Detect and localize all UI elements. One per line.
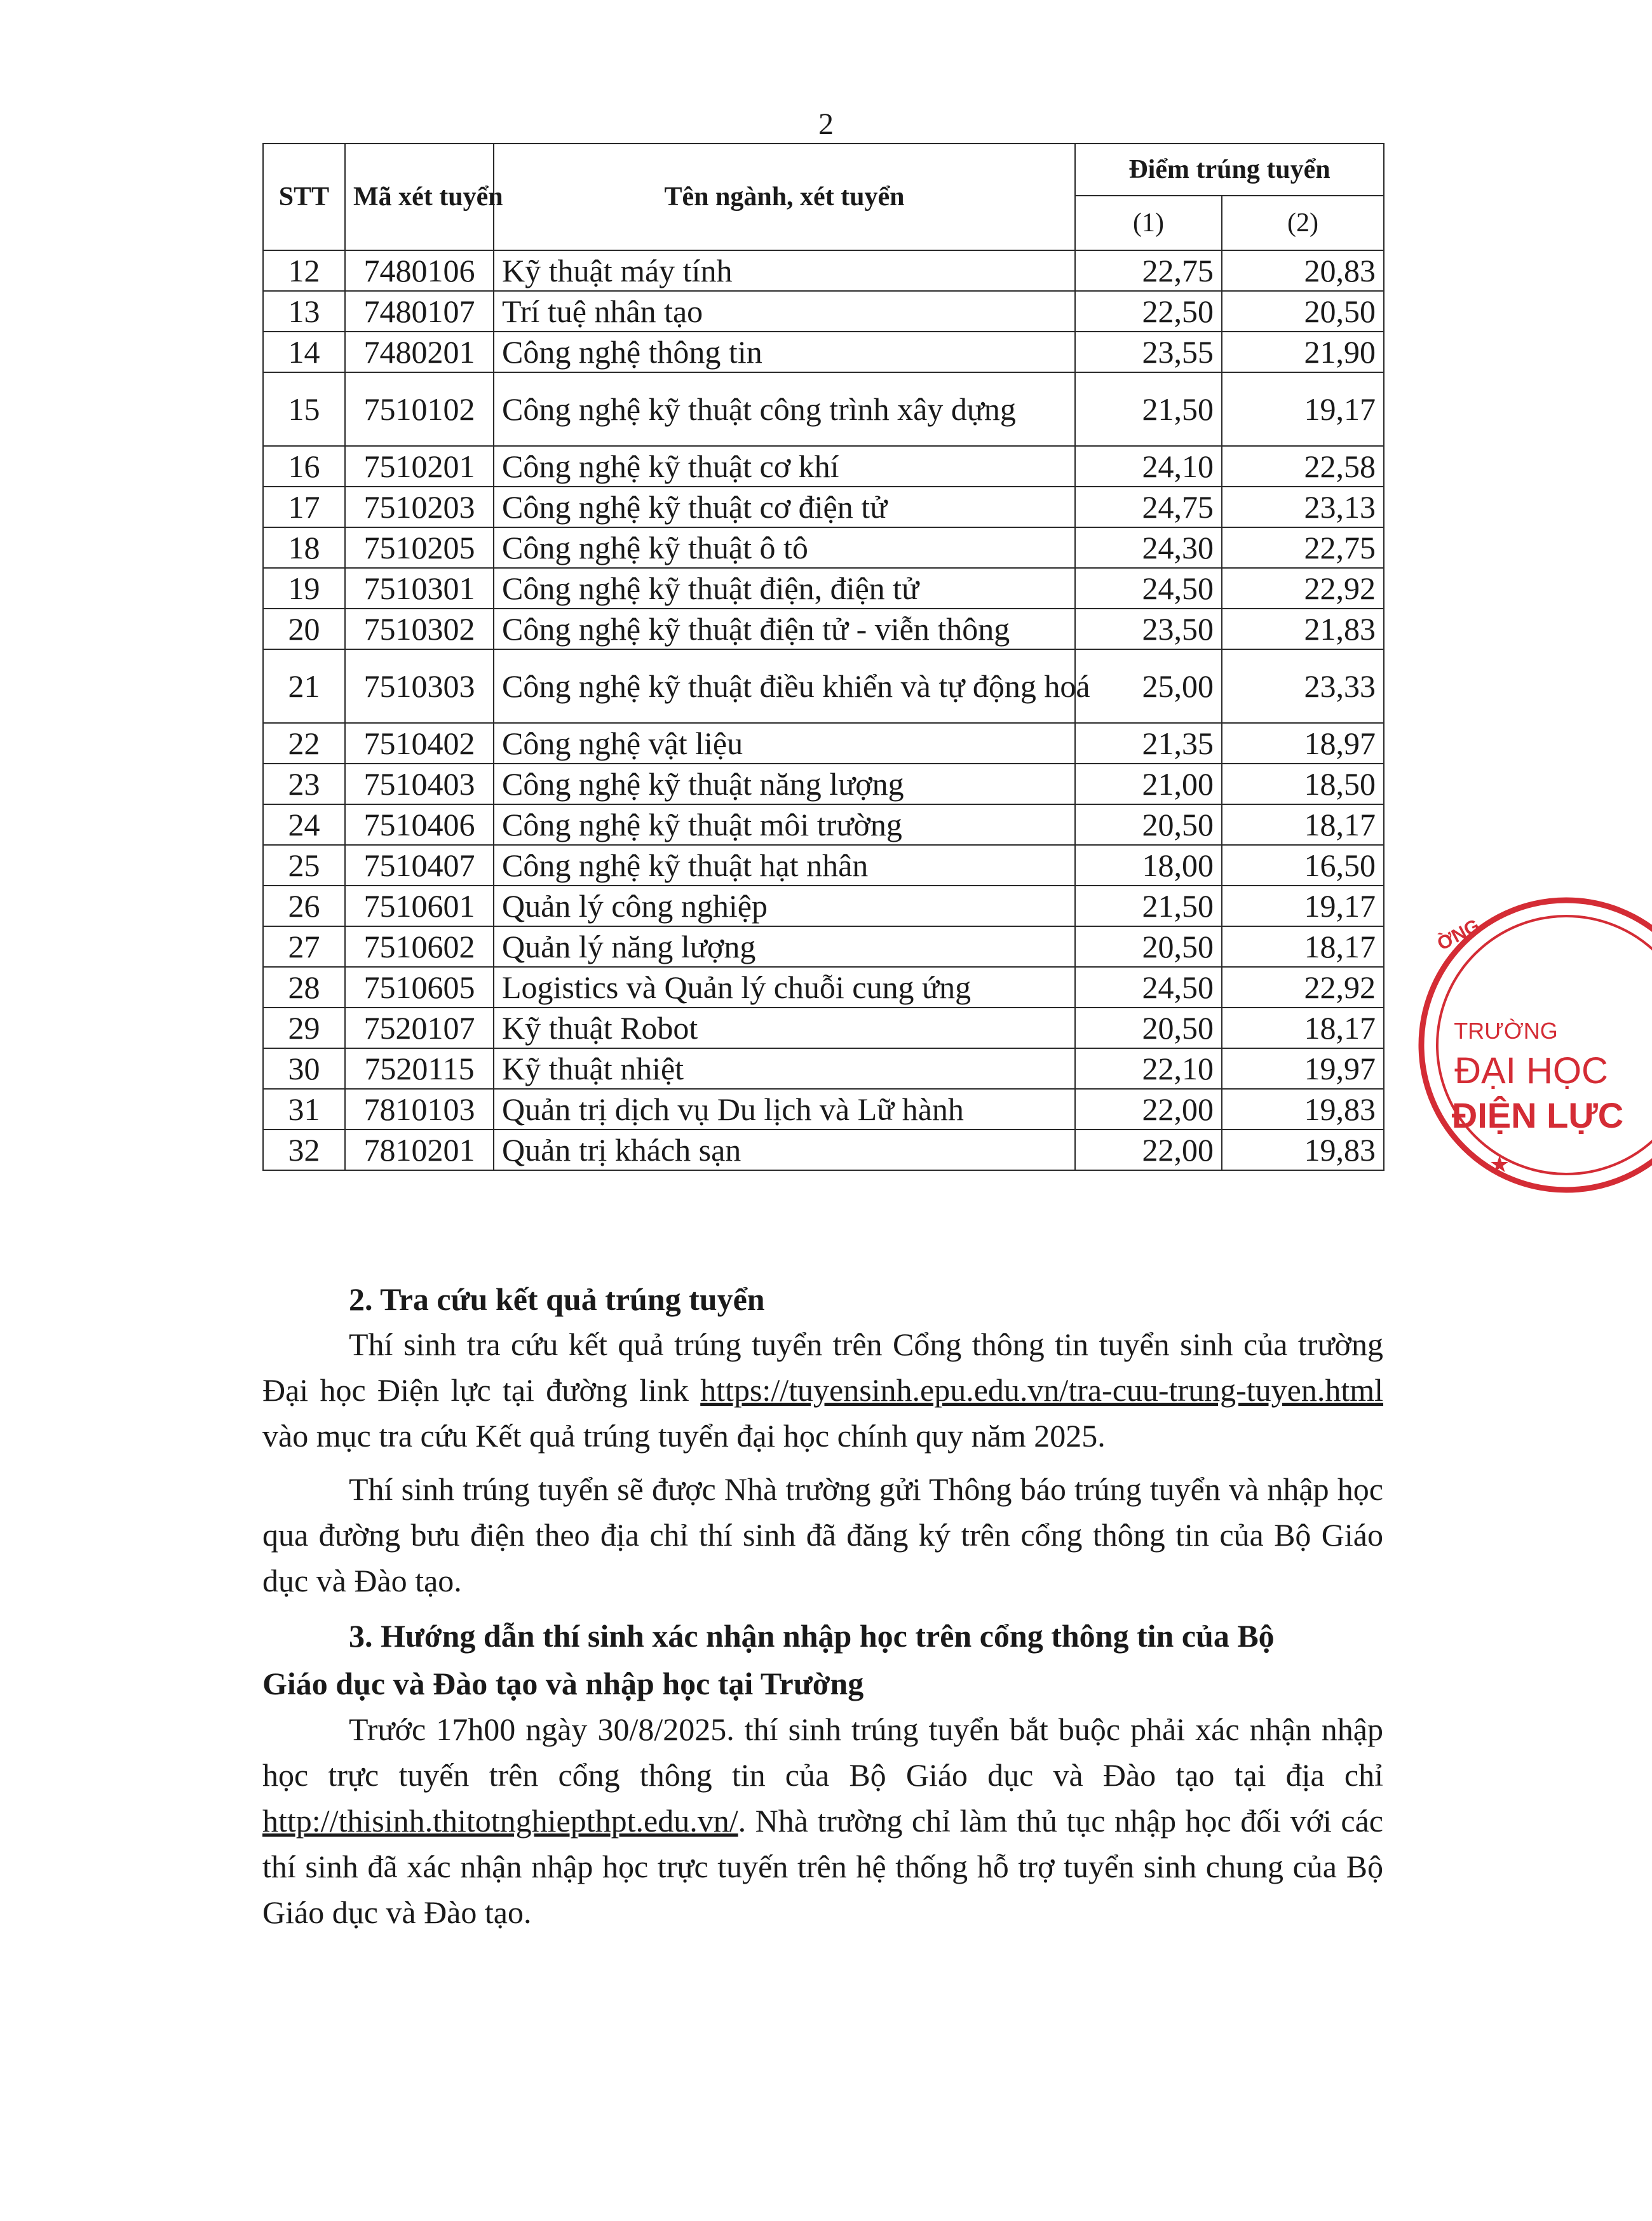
seal-inner-ring (1437, 916, 1652, 1174)
cell-score-1: 21,35 (1075, 723, 1222, 764)
section-2-text-before-link: Thí sinh tra cứu kết quả trúng tuyển trên Cổng thông tin tuyển sinh của trường Đại học Điện lực tại đường link (262, 1327, 1383, 1408)
section-2-paragraph-2: Thí sinh trúng tuyển sẽ được Nhà trường gửi Thông báo trúng tuyển và nhập học qua đường bưu điện theo địa chỉ thí sinh đã đăng ký trên cổng thông tin của Bộ Giáo dục và Đào tạo. (262, 1471, 1383, 1598)
cell-score-2: 23,33 (1222, 649, 1384, 723)
cell-major-name: Kỹ thuật nhiệt (494, 1048, 1075, 1089)
cell-code: 7510102 (345, 372, 494, 446)
cell-score-1: 24,30 (1075, 527, 1222, 568)
cell-code: 7510403 (345, 764, 494, 804)
cell-score-1: 18,00 (1075, 845, 1222, 886)
cell-stt: 20 (263, 609, 345, 649)
cell-stt: 28 (263, 967, 345, 1008)
table-row (263, 804, 1384, 845)
table-row (263, 291, 1384, 332)
cell-score-2: 22,75 (1222, 527, 1384, 568)
cell-major-name: Quản trị dịch vụ Du lịch và Lữ hành (494, 1089, 1075, 1130)
cell-code: 7480107 (345, 291, 494, 332)
table-row (263, 332, 1384, 372)
cell-major-name: Quản lý công nghiệp (494, 886, 1075, 926)
cell-code: 7480201 (345, 332, 494, 372)
admission-scores-table (262, 143, 1385, 1171)
cell-score-2: 19,83 (1222, 1130, 1384, 1170)
cell-code: 7520107 (345, 1008, 494, 1048)
cell-major-name: Công nghệ kỹ thuật điều khiển và tự động hoá (494, 649, 1075, 723)
cell-score-2: 16,50 (1222, 845, 1384, 886)
cell-score-1: 20,50 (1075, 804, 1222, 845)
cell-stt: 32 (263, 1130, 345, 1170)
table-row (263, 372, 1384, 446)
cell-code: 7510605 (345, 967, 494, 1008)
cell-score-2: 19,17 (1222, 886, 1384, 926)
cell-score-1: 22,50 (1075, 291, 1222, 332)
cell-score-2: 18,50 (1222, 764, 1384, 804)
seal-line-1: TRƯỜNG (1454, 1018, 1558, 1044)
cell-code: 7480106 (345, 250, 494, 291)
table-row (263, 649, 1384, 723)
table-row (263, 967, 1384, 1008)
cell-major-name: Logistics và Quản lý chuỗi cung ứng (494, 967, 1075, 1008)
cell-stt: 27 (263, 926, 345, 967)
cell-score-2: 18,97 (1222, 723, 1384, 764)
cell-major-name: Kỹ thuật Robot (494, 1008, 1075, 1048)
section-2-text-after-link: vào mục tra cứu Kết quả trúng tuyển đại học chính quy năm 2025. (262, 1418, 1106, 1454)
seal-line-3: ĐIỆN LỰC (1451, 1095, 1624, 1135)
header-score-group: Điểm trúng tuyển (1075, 144, 1384, 196)
seal-star-icon: ★ (1489, 1151, 1510, 1177)
cell-code: 7520115 (345, 1048, 494, 1089)
cell-score-2: 22,92 (1222, 568, 1384, 609)
header-code: Mã xét tuyển (345, 144, 494, 250)
cell-score-1: 22,00 (1075, 1089, 1222, 1130)
header-score-2: (2) (1222, 196, 1384, 250)
cell-stt: 12 (263, 250, 345, 291)
table-row (263, 527, 1384, 568)
cell-stt: 26 (263, 886, 345, 926)
header-stt: STT (263, 144, 345, 250)
cell-score-1: 24,50 (1075, 967, 1222, 1008)
table-row (263, 250, 1384, 291)
cell-score-1: 24,75 (1075, 487, 1222, 527)
cell-major-name: Công nghệ kỹ thuật cơ điện tử (494, 487, 1075, 527)
cell-score-1: 25,00 (1075, 649, 1222, 723)
cell-score-2: 20,83 (1222, 250, 1384, 291)
section-3-heading-line-2: Giáo dục và Đào tạo và nhập học tại Trường (262, 1666, 864, 1701)
cell-score-2: 19,97 (1222, 1048, 1384, 1089)
table-row (263, 1089, 1384, 1130)
cell-code: 7810103 (345, 1089, 494, 1130)
cell-score-1: 20,50 (1075, 926, 1222, 967)
cell-major-name: Kỹ thuật máy tính (494, 250, 1075, 291)
cell-stt: 29 (263, 1008, 345, 1048)
cell-stt: 22 (263, 723, 345, 764)
table-row (263, 845, 1384, 886)
university-seal-stamp (1417, 889, 1633, 1201)
cell-score-1: 20,50 (1075, 1008, 1222, 1048)
cell-stt: 21 (263, 649, 345, 723)
cell-score-2: 18,17 (1222, 804, 1384, 845)
cell-major-name: Công nghệ kỹ thuật năng lượng (494, 764, 1075, 804)
cell-score-2: 20,50 (1222, 291, 1384, 332)
cell-score-2: 19,17 (1222, 372, 1384, 446)
cell-score-1: 22,10 (1075, 1048, 1222, 1089)
cell-score-2: 21,83 (1222, 609, 1384, 649)
cell-score-2: 21,90 (1222, 332, 1384, 372)
cell-score-1: 22,00 (1075, 1130, 1222, 1170)
table-row (263, 1008, 1384, 1048)
cell-stt: 18 (263, 527, 345, 568)
cell-stt: 15 (263, 372, 345, 446)
table-row (263, 926, 1384, 967)
section-3-paragraph (262, 1706, 1383, 1935)
cell-code: 7510407 (345, 845, 494, 886)
cell-major-name: Công nghệ kỹ thuật điện, điện tử (494, 568, 1075, 609)
cell-major-name: Công nghệ kỹ thuật điện tử - viễn thông (494, 609, 1075, 649)
cell-score-2: 18,17 (1222, 926, 1384, 967)
cell-major-name: Công nghệ kỹ thuật hạt nhân (494, 845, 1075, 886)
cell-stt: 14 (263, 332, 345, 372)
cell-code: 7510301 (345, 568, 494, 609)
table-row (263, 886, 1384, 926)
cell-score-1: 24,50 (1075, 568, 1222, 609)
cell-score-1: 23,55 (1075, 332, 1222, 372)
cell-major-name: Công nghệ kỹ thuật môi trường (494, 804, 1075, 845)
cell-code: 7510402 (345, 723, 494, 764)
cell-stt: 25 (263, 845, 345, 886)
seal-arc-text: ỜNG (1433, 915, 1484, 955)
cell-score-1: 24,10 (1075, 446, 1222, 487)
cell-stt: 30 (263, 1048, 345, 1089)
section-2-paragraph-1 (262, 1321, 1383, 1459)
cell-score-2: 22,92 (1222, 967, 1384, 1008)
cell-score-1: 21,50 (1075, 886, 1222, 926)
cell-code: 7510602 (345, 926, 494, 967)
cell-code: 7510406 (345, 804, 494, 845)
section-3-heading-line-1: 3. Hướng dẫn thí sinh xác nhận nhập học trên cổng thông tin của Bộ (349, 1618, 1275, 1654)
seal-graphic (1417, 889, 1633, 1201)
cell-score-1: 21,50 (1075, 372, 1222, 446)
table-row (263, 446, 1384, 487)
section-3-text-before-link: Trước 17h00 ngày 30/8/2025. thí sinh trúng tuyển bắt buộc phải xác nhận nhập học trực tuyến trên cổng thông tin của Bộ Giáo dục và Đào tạo tại địa chỉ (262, 1711, 1383, 1793)
cell-score-1: 21,00 (1075, 764, 1222, 804)
header-major-name: Tên ngành, xét tuyển (494, 144, 1075, 250)
cell-major-name: Công nghệ vật liệu (494, 723, 1075, 764)
cell-code: 7510303 (345, 649, 494, 723)
cell-code: 7810201 (345, 1130, 494, 1170)
cell-major-name: Quản lý năng lượng (494, 926, 1075, 967)
seal-line-2: ĐẠI HỌC (1454, 1050, 1608, 1091)
cell-major-name: Trí tuệ nhân tạo (494, 291, 1075, 332)
cell-score-2: 22,58 (1222, 446, 1384, 487)
table-row (263, 609, 1384, 649)
cell-stt: 24 (263, 804, 345, 845)
table-row (263, 723, 1384, 764)
cell-code: 7510302 (345, 609, 494, 649)
cell-stt: 16 (263, 446, 345, 487)
cell-code: 7510203 (345, 487, 494, 527)
thisinh-portal-link[interactable]: http://thisinh.thitotnghiepthpt.edu.vn/ (262, 1803, 738, 1839)
page-number: 2 (818, 107, 834, 141)
tra-cuu-link[interactable]: https://tuyensinh.epu.edu.vn/tra-cuu-trung-tuyen.html (700, 1372, 1383, 1408)
cell-stt: 23 (263, 764, 345, 804)
table-row (263, 1130, 1384, 1170)
section-3-text-after-link: . Nhà trường chỉ làm thủ tục nhập học đối với các thí sinh đã xác nhận nhập học trực tuyến trên hệ thống hỗ trợ tuyển sinh chung của Bộ Giáo dục và Đào tạo. (262, 1803, 1383, 1930)
table-row (263, 764, 1384, 804)
cell-score-2: 23,13 (1222, 487, 1384, 527)
cell-stt: 19 (263, 568, 345, 609)
cell-major-name: Công nghệ kỹ thuật cơ khí (494, 446, 1075, 487)
cell-score-1: 23,50 (1075, 609, 1222, 649)
cell-code: 7510201 (345, 446, 494, 487)
header-score-1: (1) (1075, 196, 1222, 250)
table-row (263, 487, 1384, 527)
cell-stt: 31 (263, 1089, 345, 1130)
cell-major-name: Công nghệ kỹ thuật công trình xây dựng (494, 372, 1075, 446)
cell-score-2: 18,17 (1222, 1008, 1384, 1048)
cell-score-2: 19,83 (1222, 1089, 1384, 1130)
cell-major-name: Công nghệ kỹ thuật ô tô (494, 527, 1075, 568)
cell-stt: 13 (263, 291, 345, 332)
table-row (263, 568, 1384, 609)
cell-code: 7510205 (345, 527, 494, 568)
cell-major-name: Công nghệ thông tin (494, 332, 1075, 372)
table-row (263, 1048, 1384, 1089)
section-2-heading: 2. Tra cứu kết quả trúng tuyển (349, 1281, 765, 1317)
cell-major-name: Quản trị khách sạn (494, 1130, 1075, 1170)
cell-stt: 17 (263, 487, 345, 527)
cell-code: 7510601 (345, 886, 494, 926)
cell-score-1: 22,75 (1075, 250, 1222, 291)
